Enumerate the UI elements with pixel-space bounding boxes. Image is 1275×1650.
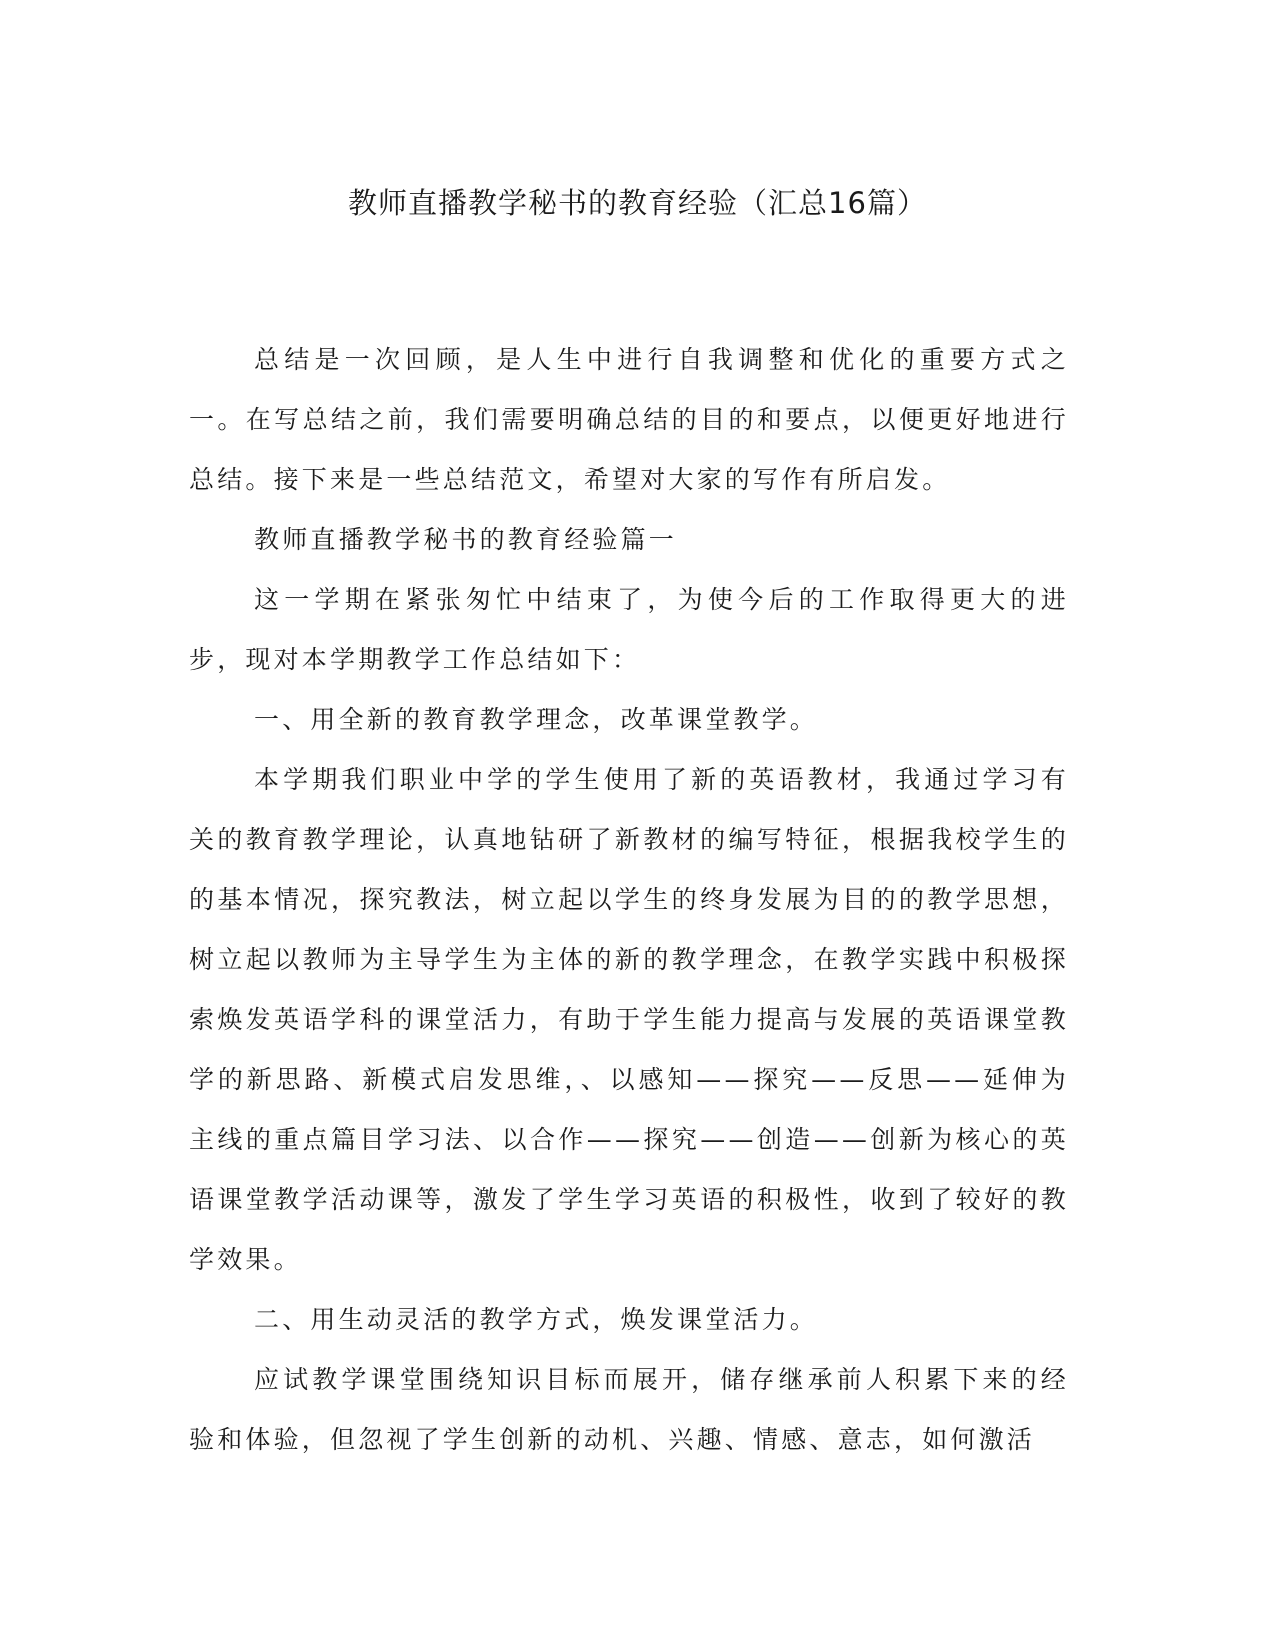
subheading: 二、用生动灵活的教学方式，焕发课堂活力。 (254, 1305, 819, 1334)
intro-paragraph: 总结是一次回顾，是人生中进行自我调整和优化的重要方式之一。在写总结之前，我们需要明确总结的目的和要点，以便更好地进行总结。接下来是一些总结范文，希望对大家的写作有所启发。 (189, 345, 1069, 494)
body-paragraph: 本学期我们职业中学的学生使用了新的英语教材，我通过学习有关的教育教学理论，认真地钻研了新教材的编写特征，根据我校学生的的基本情况，探究教法，树立起以学生的终身发展为目的的教学思想，树立起以教师为主导学生为主体的新的教学理念，在教学实践中积极探索焕发英语学科的课堂活力，有助于学生能力提高与发展的英语课堂教学的新思路、新模式启发思维，、以感知——探究——反思——延伸为主线的重点篇目学习法、以合作——探究——创造——创新为核心的英语课堂教学活动课等，激发了学生学习英语的积极性，收到了较好的教学效果。 (189, 765, 1069, 1274)
document-body (189, 330, 1069, 1470)
body-paragraph: 这一学期在紧张匆忙中结束了，为使今后的工作取得更大的进步，现对本学期教学工作总结如下： (189, 585, 1069, 674)
section-heading: 教师直播教学秘书的教育经验篇一 (254, 525, 678, 554)
body-paragraph: 应试教学课堂围绕知识目标而展开，储存继承前人积累下来的经验和体验，但忽视了学生创新的动机、兴趣、情感、意志，如何激活 (189, 1365, 1069, 1454)
subheading: 一、用全新的教育教学理念，改革课堂教学。 (254, 705, 819, 734)
document-title: 教师直播教学秘书的教育经验（汇总16篇） (348, 186, 927, 220)
